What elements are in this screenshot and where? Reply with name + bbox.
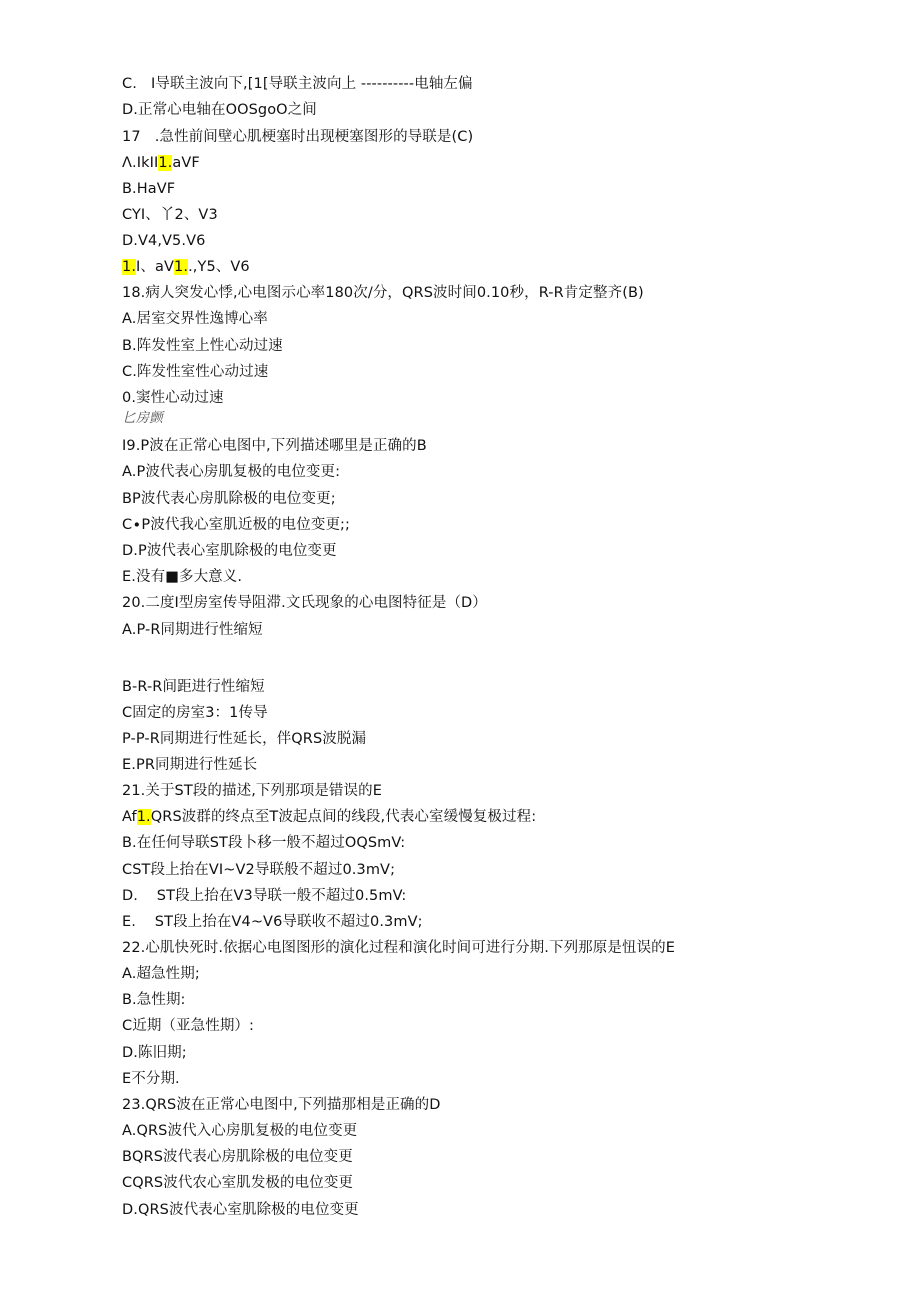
- text-line: CQRS波代农心室肌发极的电位变更: [122, 1175, 354, 1191]
- option-d-q19: [122, 542, 337, 560]
- text-line: C.阵发性室性心动过速: [122, 364, 269, 380]
- text-segment: aVF: [172, 155, 200, 171]
- question-23: [122, 1096, 441, 1114]
- text-line: A.P-R同期进行性缩短: [122, 622, 263, 638]
- option-d-q17: [122, 232, 205, 250]
- option-b-q19: [122, 490, 336, 508]
- text-line: D.P波代表心室肌除极的电位变更: [122, 543, 337, 559]
- text-segment: QRS波群的终点至T波起点间的线段,代表心室缓慢复极过程:: [150, 809, 537, 825]
- question-20: [122, 594, 487, 612]
- option-d-q21: [122, 887, 406, 905]
- highlighted-text: 1.: [158, 155, 173, 171]
- highlighted-text: 1.: [122, 259, 137, 275]
- text-line: 18.病人突发心悸,心电图示心率180次/分，QRS波时间0.10秒，R-R肯定整齐(B): [122, 285, 644, 301]
- text-line: C∙P波代我心室肌近极的电位变更;;: [122, 517, 351, 533]
- text-line: 0.窦性心动过速: [122, 390, 224, 406]
- option-a-q23: [122, 1122, 357, 1140]
- text-segment: Λ.IkII: [122, 155, 159, 171]
- text-line: B.阵发性室上性心动过速: [122, 338, 283, 354]
- option-c-q18: [122, 363, 268, 381]
- option-c-axis: [122, 75, 473, 93]
- option-e-q22: [122, 1070, 180, 1088]
- option-b-q18: [122, 337, 283, 355]
- option-c-q17: [122, 206, 218, 224]
- option-a-q17: [122, 154, 200, 172]
- option-c-q21: [122, 861, 395, 879]
- text-line: B.急性期:: [122, 992, 186, 1008]
- option-b-q17: [122, 180, 175, 198]
- text-line: 20.二度I型房室传导阻滞.文氏现象的心电图特征是（D）: [122, 595, 487, 611]
- text-line: E不分期.: [122, 1071, 180, 1087]
- option-a-q19: [122, 463, 340, 481]
- option-c-q22: [122, 1017, 254, 1035]
- option-d-axis: [122, 101, 317, 119]
- text-line: BP波代表心房肌除极的电位变更;: [122, 491, 336, 507]
- text-line: 22.心肌快死时.依据心电图图形的演化过程和演化时间可进行分期.下列那原是忸误的E: [122, 940, 676, 956]
- text-line: 匕房颤: [122, 410, 163, 426]
- text-line: A.QRS波代入心房肌复极的电位变更: [122, 1123, 358, 1139]
- option-e-q18: [122, 409, 163, 427]
- text-line: D.正常心电轴在OOSgoO之间: [122, 102, 317, 118]
- option-d-q22: [122, 1044, 187, 1062]
- text-line: 23.QRS波在正常心电图中,下列描那相是正确的D: [122, 1097, 441, 1113]
- option-e-q17: [122, 258, 250, 276]
- text-line: A.P波代表心房肌复极的电位变更:: [122, 464, 341, 480]
- text-line: B.HaVF: [122, 181, 176, 197]
- highlighted-text: 1.: [136, 809, 151, 825]
- text-line: B.在任何导联ST段卜移一般不超过OQSmV:: [122, 835, 406, 851]
- text-line: C近期（亚急性期）:: [122, 1018, 255, 1034]
- question-21: [122, 782, 382, 800]
- option-c-q20: [122, 704, 268, 722]
- highlighted-text: 1.: [174, 259, 189, 275]
- text-line: D. ST段上抬在V3导联一般不超过0.5mV:: [122, 888, 407, 904]
- question-17: [122, 128, 473, 146]
- text-segment: Af: [122, 809, 137, 825]
- option-c-q19: [122, 516, 350, 534]
- text-segment: .,Y5、V6: [188, 259, 250, 275]
- text-line: C固定的房室3：1传导: [122, 705, 268, 721]
- option-b-q20: [122, 678, 265, 696]
- text-line: E.PR同期进行性延长: [122, 757, 258, 773]
- option-a-q18: [122, 310, 268, 328]
- text-line: I9.P波在正常心电图中,下列描述哪里是正确的B: [122, 438, 427, 454]
- option-d-q18: [122, 389, 224, 407]
- option-b-q21: [122, 834, 405, 852]
- text-line: D.V4,V5.V6: [122, 233, 206, 249]
- option-a-q21: [122, 808, 536, 826]
- option-e-q20: [122, 756, 257, 774]
- text-line: D.QRS波代表心室肌除极的电位变更: [122, 1202, 359, 1218]
- text-line: B-R-R间距进行性缩短: [122, 679, 265, 695]
- text-line: E. ST段上抬在V4~V6导联收不超过0.3mV;: [122, 914, 423, 930]
- option-b-q22: [122, 991, 186, 1009]
- text-line: A.居室交界性逸博心率: [122, 311, 268, 327]
- text-line: E.没有■多大意义.: [122, 569, 243, 585]
- question-19: [122, 437, 427, 455]
- text-line: 21.关于ST段的描述,下列那项是错误的E: [122, 783, 382, 799]
- option-c-q23: [122, 1174, 353, 1192]
- text-line: 17 .急性前间壁心肌梗塞时出现梗塞图形的导联是(C): [122, 129, 474, 145]
- text-line: BQRS波代表心房肌除极的电位变更: [122, 1149, 353, 1165]
- text-line: C. I导联主波向下,[1[导联主波向上 ----------电轴左偏: [122, 76, 473, 92]
- question-22: [122, 939, 675, 957]
- text-line: P-P-R同期进行性延长，伴QRS波脱漏: [122, 731, 367, 747]
- option-d-q23: [122, 1201, 359, 1219]
- text-line: CYI、丫2、V3: [122, 207, 218, 223]
- option-d-q20: [122, 730, 366, 748]
- option-b-q23: [122, 1148, 353, 1166]
- question-18: [122, 284, 644, 302]
- option-e-q19: [122, 568, 242, 586]
- option-a-q22: [122, 965, 200, 983]
- text-line: D.陈旧期;: [122, 1045, 187, 1061]
- text-line: A.超急性期;: [122, 966, 200, 982]
- text-segment: I、aV: [136, 259, 175, 275]
- option-e-q21: [122, 913, 423, 931]
- option-a-q20: [122, 621, 263, 639]
- text-line: CST段上抬在VI~V2导联般不超过0.3mV;: [122, 862, 396, 878]
